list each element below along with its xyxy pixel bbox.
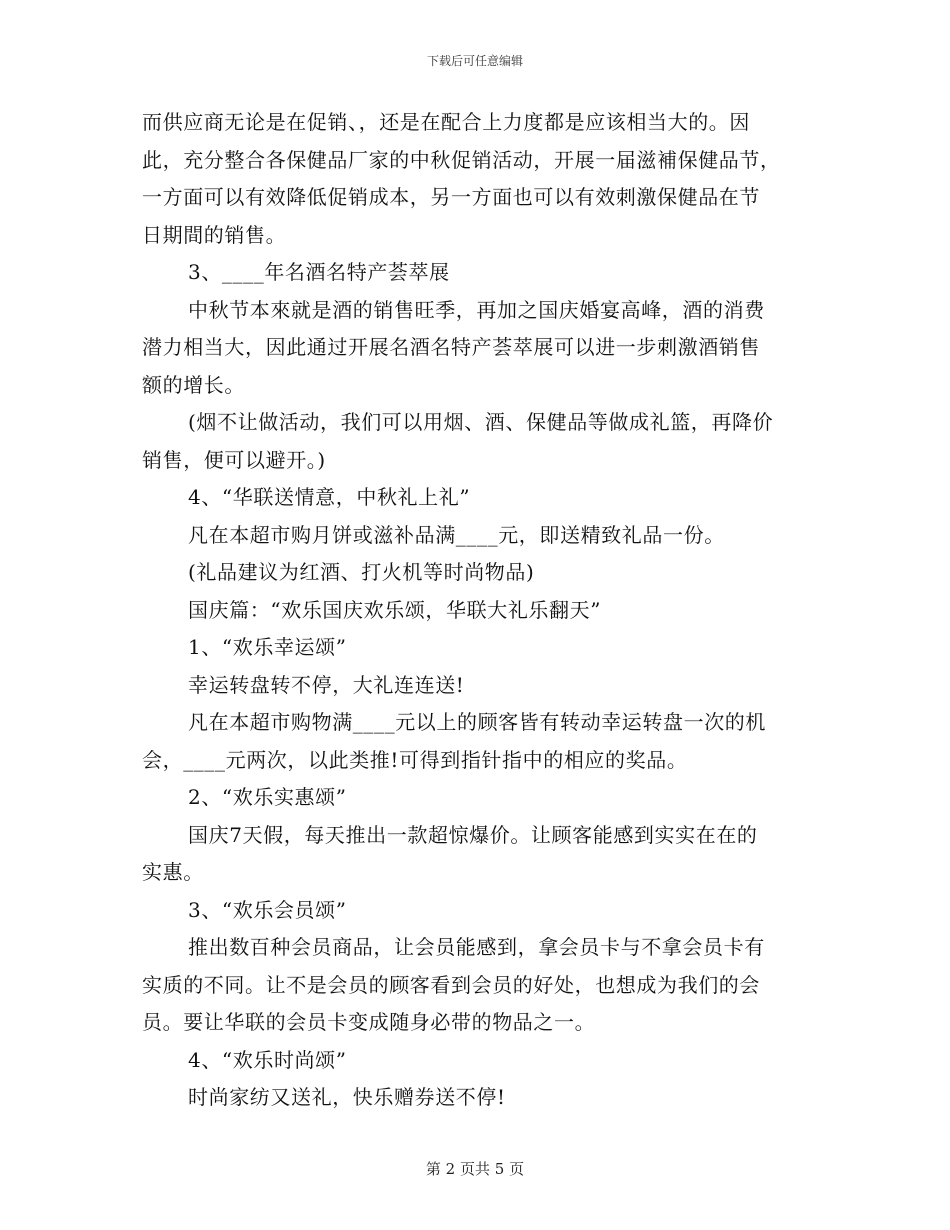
text-line: 4、“欢乐时尚颂” [188,1047,347,1072]
text-line: 销售，便可以避开。) [142,447,326,472]
text-line: (烟不让做活动，我们可以用烟、酒、保健品等做成礼篮，再降价 [188,410,774,434]
text-line: 凡在本超市购物满____元以上的顾客皆有转动幸运转盘一次的机 [188,710,766,734]
text-line: 日期間的销售。 [142,222,287,247]
text-line: 潜力相当大，因此通过开展名酒名特产荟萃展可以进一步刺激酒销售 [142,335,760,359]
text-line: 1、“欢乐幸运颂” [188,635,347,659]
text-line: 此，充分整合各保健品厂家的中秋促销活动，开展一届滋補保健品节， [142,147,781,172]
text-line: 时尚家纺又送礼，快乐赠券送不停! [188,1085,506,1109]
text-line: 推出数百种会员商品，让会员能感到，拿会员卡与不拿会员卡有 [188,935,765,959]
text-line: 幸运转盘转不停，大礼连连送! [188,672,465,697]
text-line: 员。要让华联的会员卡变成随身必带的物品之一。 [142,1010,596,1034]
text-line: 凡在本超市购月饼或滋补品满____元，即送精致礼品一份。 [188,522,725,547]
text-line: 2、“欢乐实惠颂” [188,785,347,809]
text-line: 而供应商无论是在促销、，还是在配合上力度都是应该相当大的。因 [142,110,750,134]
text-line: 额的增长。 [142,372,245,397]
text-line: 实惠。 [142,860,204,884]
text-line: 国庆篇：“欢乐国庆欢乐颂，华联大礼乐翻天” [188,597,602,622]
text-line: 实质的不同。让不是会员的顾客看到会员的好处，也想成为我们的会 [142,972,760,997]
text-line: 中秋节本來就是酒的销售旺季，再加之国庆婚宴高峰，酒的消费 [188,297,765,322]
page-footer: 第 2 页共 5 页 [425,1160,525,1178]
text-line: 3、____年名酒名特产荟萃展 [188,260,450,284]
body-text [142,104,807,1117]
text-line: 4、“华联送情意，中秋礼上礼” [188,485,471,509]
text-line: 3、“欢乐会员颂” [188,897,347,922]
text-line: 国庆7天假，每天推出一款超惊爆价。让顾客能感到实实在在的 [188,822,758,847]
text-line: 会，____元两次，以此类推!可得到指针指中的相应的奖品。 [142,747,688,772]
page-header: 下载后可任意编辑 [426,54,523,68]
text-line: 一方面可以有效降低促销成本，另一方面也可以有效刺激保健品在节 [142,185,760,209]
text-line: (礼品建议为红酒、打火机等时尚物品) [188,560,535,584]
